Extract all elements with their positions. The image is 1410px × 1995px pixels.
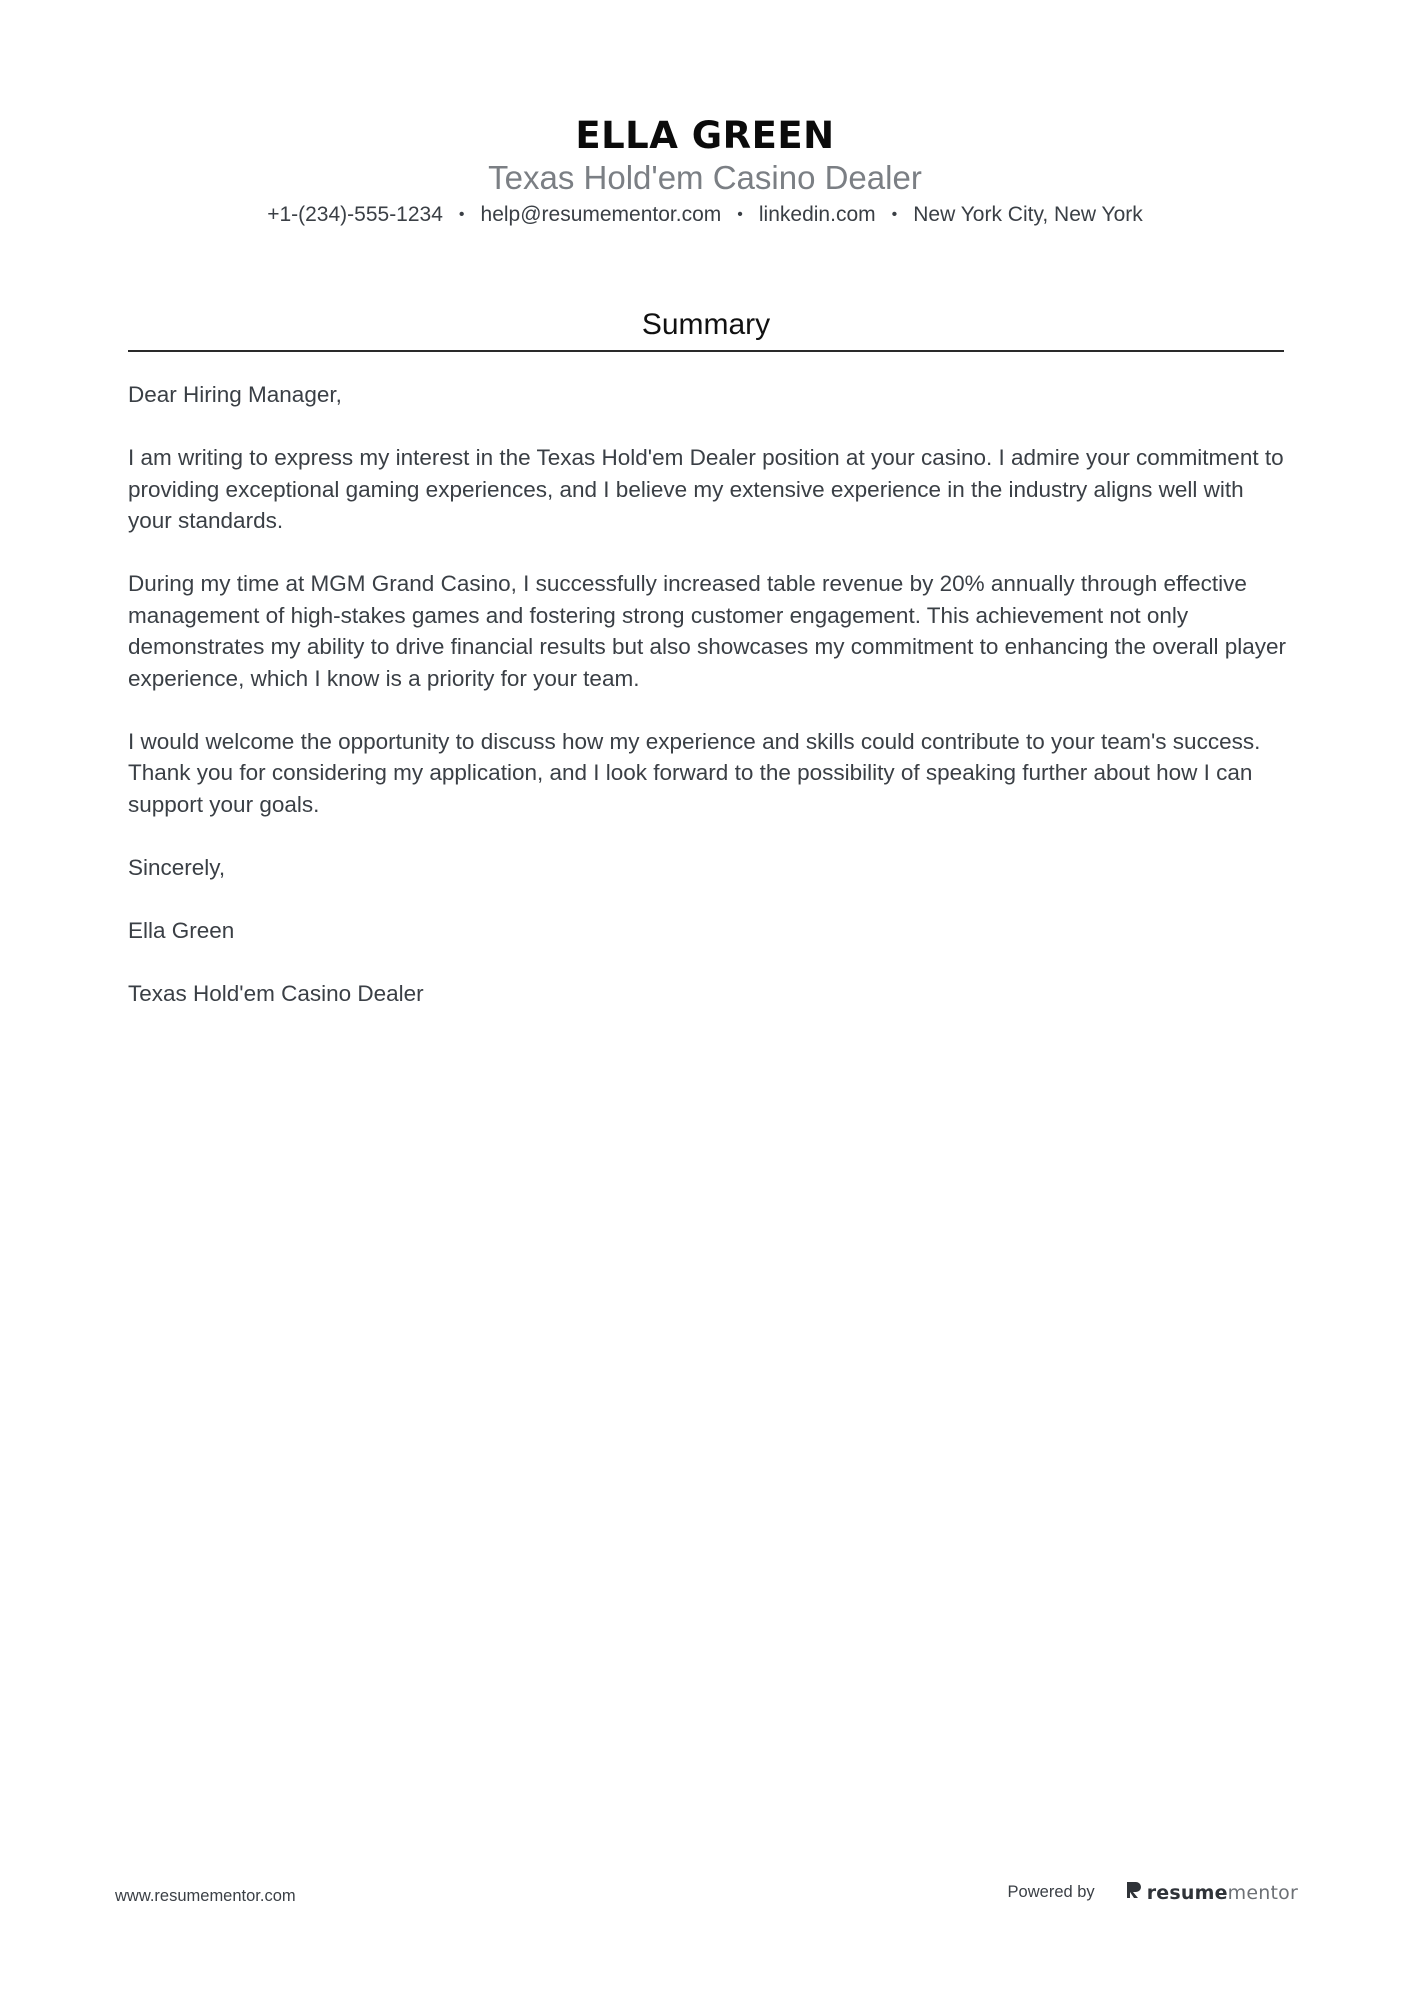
bullet-separator: • [737,206,743,223]
header [0,112,1410,230]
contact-line [0,200,1410,230]
signature-name: Ella Green [128,917,235,943]
letter-body [128,379,1288,1041]
letter-greeting: Dear Hiring Manager, [128,382,342,407]
letter-paragraph-3: I would welcome the opportunity to discuss how my experience and skills could contribute to your team's success. Thank you for considering my application, and I look forward to the possibility of speaking further about how I can support your goals. [128,728,1261,817]
brand-logo[interactable] [1125,1880,1298,1905]
candidate-name: ELLA GREEN [575,114,835,157]
footer-website[interactable]: www.resumementor.com [115,1887,296,1905]
section-divider [128,350,1284,352]
bullet-separator: • [458,206,465,223]
brand-text-resume: resume [1146,1881,1228,1904]
contact-email[interactable]: help@resumementor.com [480,203,722,226]
candidate-role: Texas Hold'em Casino Dealer [488,159,922,196]
brand-text-mentor: mentor [1227,1881,1298,1904]
contact-linkedin[interactable]: linkedin.com [758,203,876,226]
letter-closing: Sincerely, [128,854,226,880]
contact-phone: +1-(234)-555-1234 [267,203,443,226]
footer-branding [1008,1880,1298,1905]
bullet-separator: • [891,206,898,223]
signature-title: Texas Hold'em Casino Dealer [128,980,424,1006]
section-title-summary: Summary [641,308,771,341]
letter-paragraph-1: I am writing to express my interest in the Texas Hold'em Dealer position at your casino. I admire your commitment to providing exceptional gaming experiences, and I believe my extensive experience in the industry aligns well with your standards. [128,445,1284,533]
resumementor-logo-icon [1125,1880,1143,1905]
contact-location: New York City, New York [913,203,1143,226]
powered-by-label: Powered by [1007,1883,1095,1901]
letter-paragraph-2: During my time at MGM Grand Casino, I successfully increased table revenue by 20% annually through effective management of high-stakes games and fostering strong customer engagement. This achievement not only demonstrates my ability to drive financial results but also showcases my commitment to enhancing the overall player experience, which I know is a priority for your team. [128,571,1287,691]
